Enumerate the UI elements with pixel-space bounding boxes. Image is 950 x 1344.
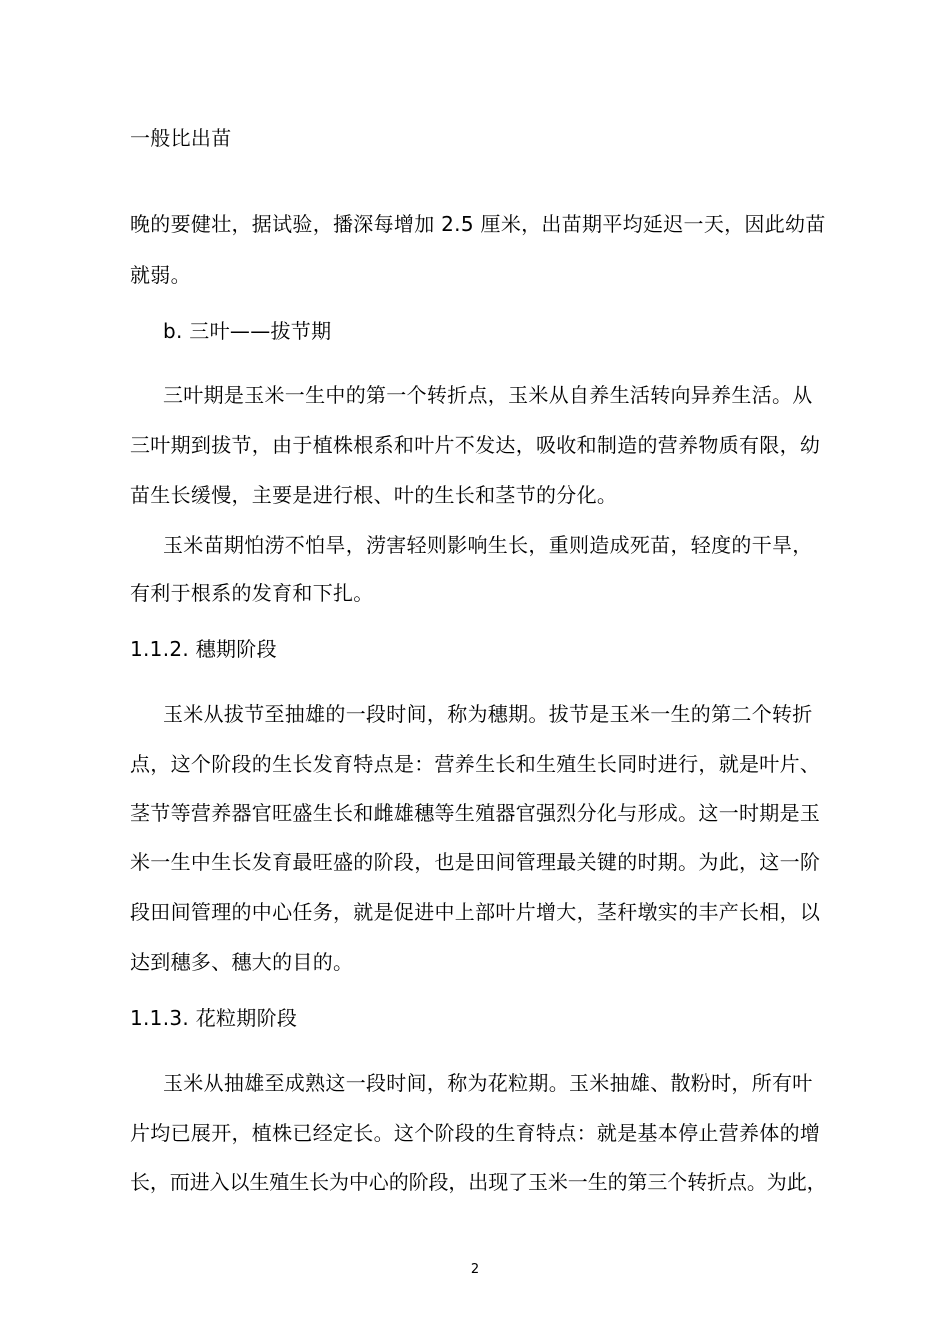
text-line: 一般比出苗 <box>130 126 232 150</box>
section-heading: 1.1.3. 花粒期阶段 <box>130 1006 298 1030</box>
text-line: 玉米苗期怕涝不怕旱，涝害轻则影响生长，重则造成死苗，轻度的干旱， <box>163 533 813 557</box>
text-line: 三叶期到拔节，由于植株根系和叶片不发达，吸收和制造的营养物质有限，幼 <box>130 433 821 457</box>
text-line: 段田间管理的中心任务，就是促进中上部叶片增大，茎秆墩实的丰产长相，以 <box>130 900 821 924</box>
text-line: 玉米从抽雄至成熟这一段时间，称为花粒期。玉米抽雄、散粉时，所有叶 <box>163 1071 813 1095</box>
section-heading: 1.1.2. 穗期阶段 <box>130 637 277 661</box>
text-line: 三叶期是玉米一生中的第一个转折点，玉米从自养生活转向异养生活。从 <box>163 383 813 407</box>
text-line: 有利于根系的发育和下扎。 <box>130 581 374 605</box>
page-number: 2 <box>470 1262 480 1277</box>
text-line: 片均已展开，植株已经定长。这个阶段的生育特点：就是基本停止营养体的增 <box>130 1121 821 1145</box>
text-line: 茎节等营养器官旺盛生长和雌雄穗等生殖器官强烈分化与形成。这一时期是玉 <box>130 801 821 825</box>
text-line: 长，而进入以生殖生长为中心的阶段，出现了玉米一生的第三个转折点。为此， <box>130 1170 827 1194</box>
text-line: 米一生中生长发育最旺盛的阶段，也是田间管理最关键的时期。为此，这一阶 <box>130 850 821 874</box>
text-line: 就弱。 <box>130 263 191 287</box>
text-line: 苗生长缓慢，主要是进行根、叶的生长和茎节的分化。 <box>130 483 618 507</box>
text-line: 达到穗多、穗大的目的。 <box>130 950 354 974</box>
text-line: 点，这个阶段的生长发育特点是：营养生长和生殖生长同时进行，就是叶片、 <box>130 752 821 776</box>
text-line: 晚的要健壮，据试验，播深每增加 2.5 厘米，出苗期平均延迟一天，因此幼苗 <box>130 212 826 236</box>
subsection-heading: b. 三叶——拔节期 <box>163 319 332 343</box>
text-line: 玉米从拔节至抽雄的一段时间，称为穗期。拔节是玉米一生的第二个转折 <box>163 702 813 726</box>
